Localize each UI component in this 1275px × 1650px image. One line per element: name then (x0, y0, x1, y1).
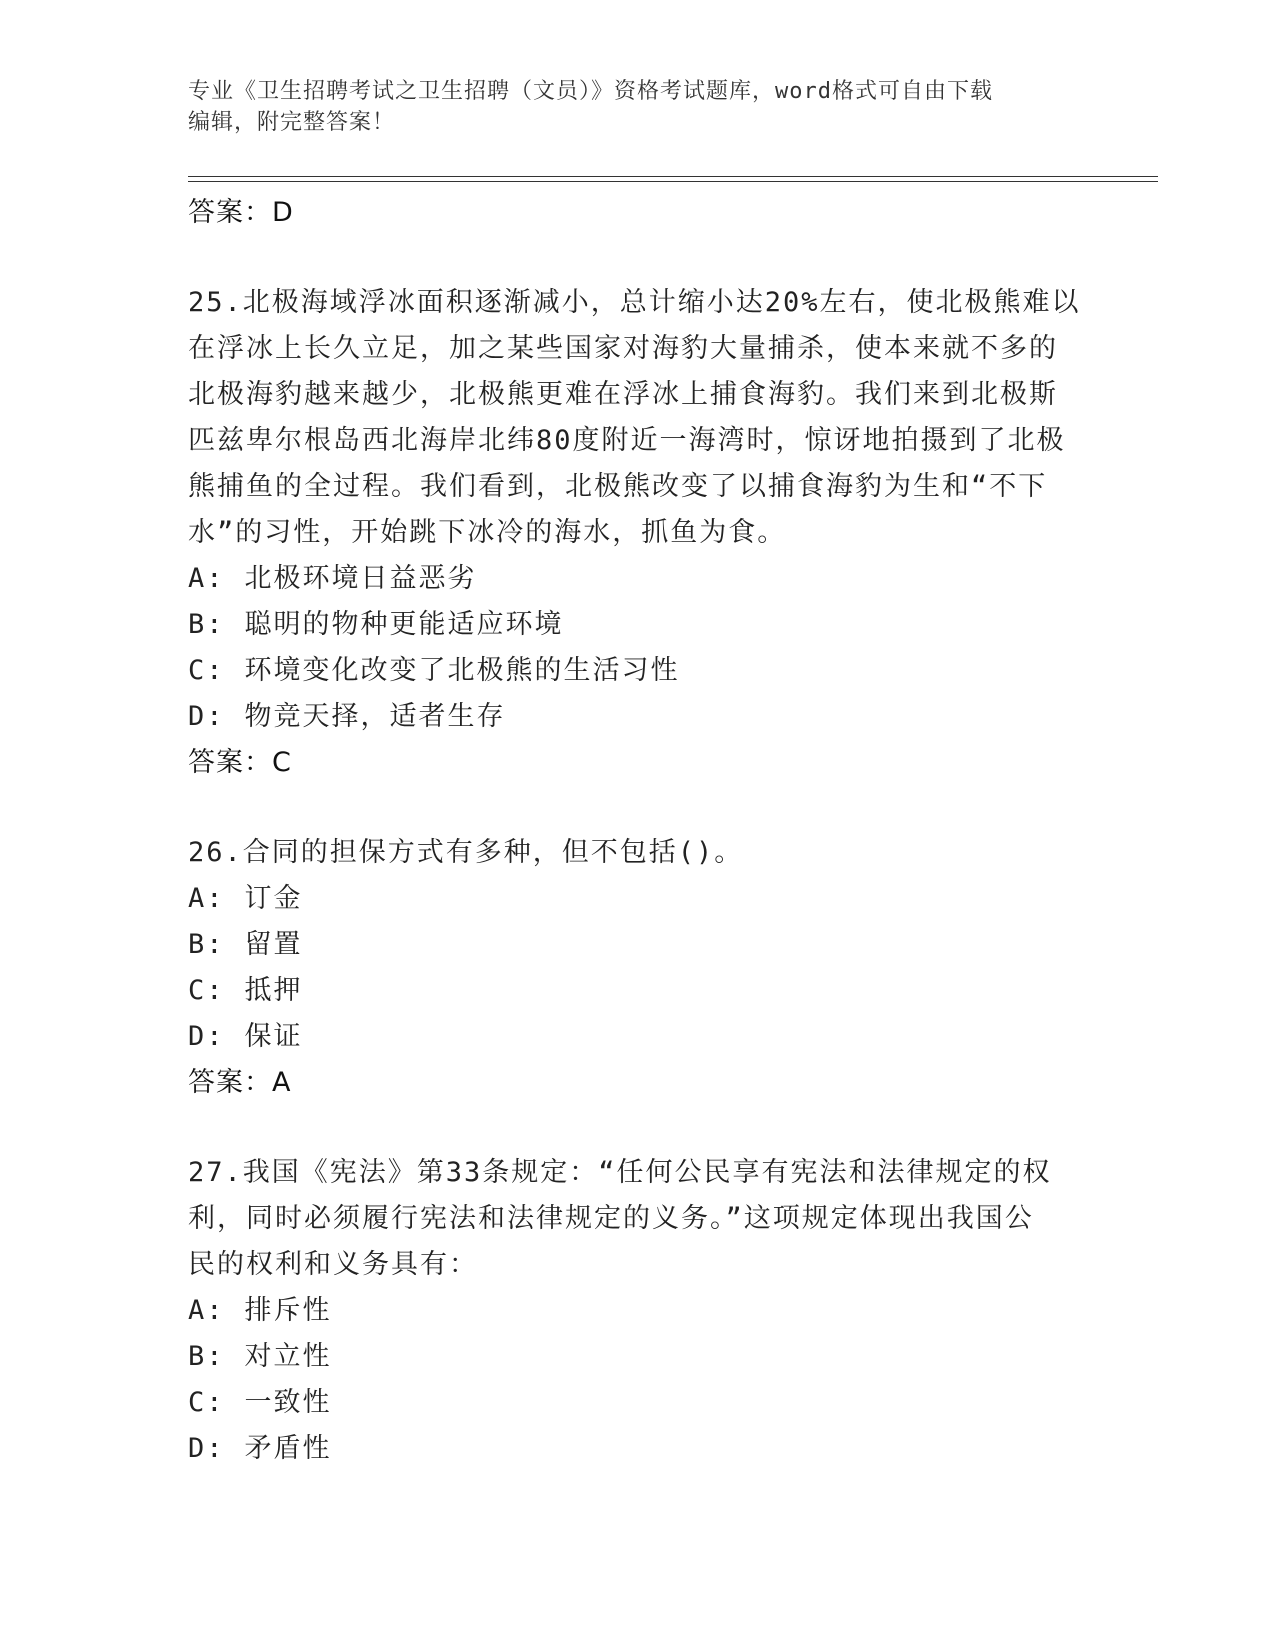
option-c (188, 968, 1088, 1014)
option-b (188, 602, 1088, 648)
header-divider-bottom (188, 181, 1158, 182)
option-c (188, 1380, 1088, 1426)
option-key: C: (188, 975, 225, 1006)
option-text: 留置 (244, 929, 303, 960)
question-stem (188, 830, 1088, 876)
option-key: D: (188, 1021, 225, 1052)
option-key: B: (188, 1341, 225, 1372)
option-a (188, 876, 1088, 922)
answer-line: 答案：C (188, 747, 292, 778)
option-text: 一致性 (244, 1387, 332, 1418)
previous-answer: 答案：D (188, 197, 294, 228)
option-a (188, 1288, 1088, 1334)
option-d (188, 1014, 1088, 1060)
option-text: 环境变化改变了北极熊的生活习性 (244, 655, 680, 686)
stem-line: 在浮冰上长久立足，加之某些国家对海豹大量捕杀，使本来就不多的 (188, 333, 1058, 364)
stem-line: 匹兹卑尔根岛西北海岸北纬80度附近一海湾时，惊讶地拍摄到了北极 (188, 425, 1066, 456)
question-25 (188, 280, 1088, 786)
question-stem (188, 280, 1088, 556)
question-27 (188, 1150, 1088, 1472)
option-text: 矛盾性 (244, 1433, 332, 1464)
question-26 (188, 830, 1088, 1106)
option-b (188, 1334, 1088, 1380)
option-key: C: (188, 655, 225, 686)
stem-line: 26.合同的担保方式有多种，但不包括()。 (188, 837, 744, 868)
question-stem (188, 1150, 1088, 1288)
option-text: 抵押 (244, 975, 303, 1006)
stem-line: 水”的习性，开始跳下冰冷的海水，抓鱼为食。 (188, 517, 787, 548)
option-text: 订金 (244, 883, 303, 914)
option-text: 物竞天择，适者生存 (244, 701, 506, 732)
stem-line: 北极海豹越来越少，北极熊更难在浮冰上捕食海豹。我们来到北极斯 (188, 379, 1058, 410)
header-line-1: 专业《卫生招聘考试之卫生招聘（文员）》资格考试题库，word格式可自由下载 (188, 79, 993, 104)
option-key: A: (188, 1295, 225, 1326)
stem-line: 27.我国《宪法》第33条规定：“任何公民享有宪法和法律规定的权 (188, 1157, 1052, 1188)
option-key: D: (188, 701, 225, 732)
option-text: 保证 (244, 1021, 303, 1052)
option-text: 北极环境日益恶劣 (244, 563, 477, 594)
header-line-2: 编辑，附完整答案！ (188, 110, 396, 135)
option-key: B: (188, 609, 225, 640)
stem-line: 民的权利和义务具有： (188, 1249, 478, 1280)
header-divider-top (188, 176, 1158, 177)
option-key: B: (188, 929, 225, 960)
option-c (188, 648, 1088, 694)
option-key: C: (188, 1387, 225, 1418)
option-text: 聪明的物种更能适应环境 (244, 609, 564, 640)
option-text: 排斥性 (244, 1295, 332, 1326)
option-b (188, 922, 1088, 968)
page-header (188, 76, 1088, 138)
option-d (188, 1426, 1088, 1472)
answer-line: 答案：A (188, 1067, 292, 1098)
stem-line: 利，同时必须履行宪法和法律规定的义务。”这项规定体现出我国公 (188, 1203, 1034, 1234)
option-a (188, 556, 1088, 602)
question-list (188, 190, 1088, 1472)
option-d (188, 694, 1088, 740)
stem-line: 25.北极海域浮冰面积逐渐减小，总计缩小达20%左右，使北极熊难以 (188, 287, 1081, 318)
option-text: 对立性 (244, 1341, 332, 1372)
option-key: A: (188, 883, 225, 914)
option-key: D: (188, 1433, 225, 1464)
stem-line: 熊捕鱼的全过程。我们看到，北极熊改变了以捕食海豹为生和“不下 (188, 471, 1048, 502)
option-key: A: (188, 563, 225, 594)
